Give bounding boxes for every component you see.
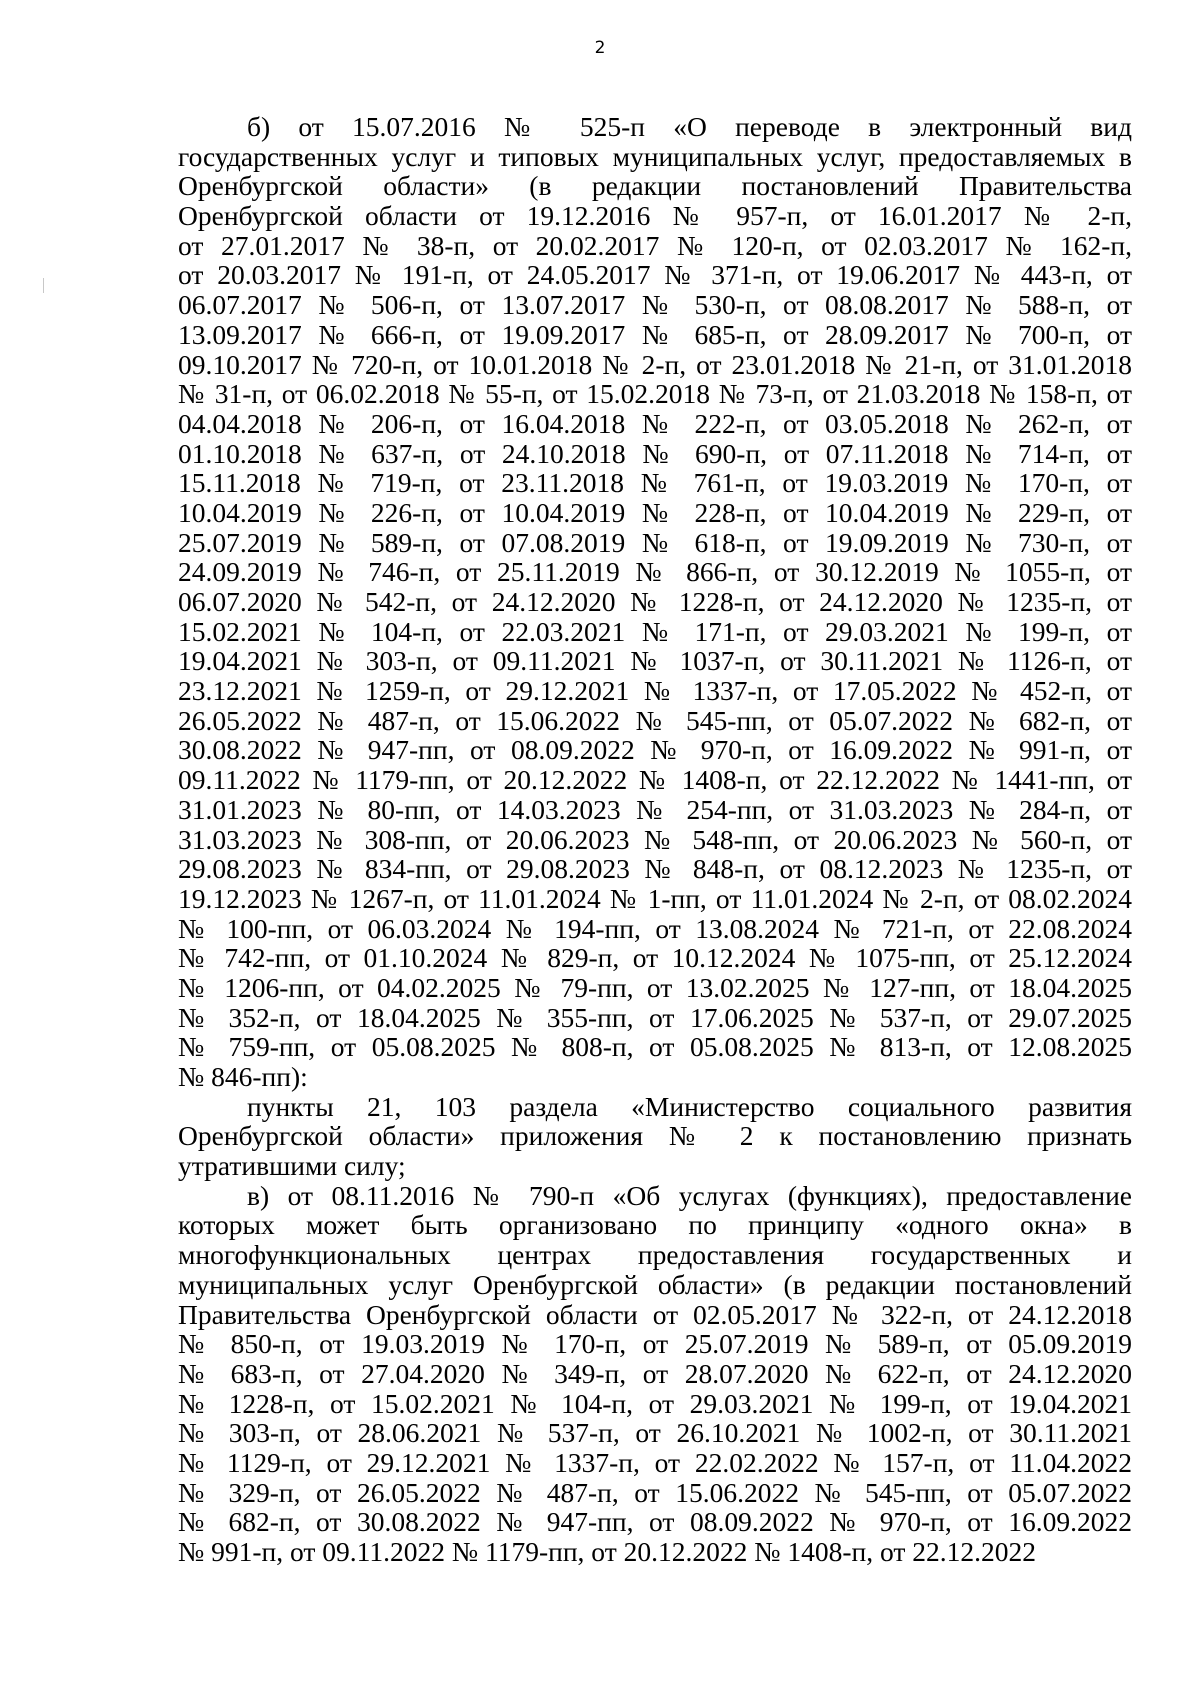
paragraph-line: 06.07.2017 № 506-п, от 13.07.2017 № 530-п, от 08.08.2017 № 588-п, от <box>178 289 1132 321</box>
paragraph-line: № 31-п, от 06.02.2018 № 55-п, от 15.02.2018 № 73-п, от 21.03.2018 № 158-п, от <box>178 378 1132 410</box>
paragraph-line: 09.11.2022 № 1179-пп, от 20.12.2022 № 1408-п, от 22.12.2022 № 1441-пп, от <box>178 764 1132 796</box>
document-body <box>178 112 1132 1567</box>
paragraph-line: № 850-п, от 19.03.2019 № 170-п, от 25.07.2019 № 589-п, от 05.09.2019 <box>178 1328 1132 1360</box>
paragraph-line: № 100-пп, от 06.03.2024 № 194-пп, от 13.08.2024 № 721-п, от 22.08.2024 <box>178 912 1132 944</box>
paragraph-line: 13.09.2017 № 666-п, от 19.09.2017 № 685-п, от 28.09.2017 № 700-п, от <box>178 318 1132 350</box>
paragraph-line: б) от 15.07.2016 № 525-п «О переводе в электронный вид <box>247 111 1132 142</box>
paragraph-p3 <box>178 1181 1132 1567</box>
paragraph-line: Правительства Оренбургской области от 02.05.2017 № 322-п, от 24.12.2018 <box>178 1298 1132 1330</box>
paragraph-line: № 991-п, от 09.11.2022 № 1179-пп, от 20.12.2022 № 1408-п, от 22.12.2022 <box>178 1536 1036 1567</box>
paragraph-line: от 20.03.2017 № 191-п, от 24.05.2017 № 371-п, от 19.06.2017 № 443-п, от <box>178 259 1132 291</box>
paragraph-line: 19.12.2023 № 1267-п, от 11.01.2024 № 1-пп, от 11.01.2024 № 2-п, от 08.02.2024 <box>178 882 1132 914</box>
paragraph-line: 24.09.2019 № 746-п, от 25.11.2019 № 866-п, от 30.12.2019 № 1055-п, от <box>178 556 1132 588</box>
paragraph-line: 30.08.2022 № 947-пп, от 08.09.2022 № 970-п, от 16.09.2022 № 991-п, от <box>178 734 1132 766</box>
paragraph-line: 31.01.2023 № 80-пп, от 14.03.2023 № 254-пп, от 31.03.2023 № 284-п, от <box>178 793 1132 825</box>
page-number: 2 <box>594 38 606 58</box>
paragraph-line: № 352-п, от 18.04.2025 № 355-пп, от 17.06.2025 № 537-п, от 29.07.2025 <box>178 1001 1132 1033</box>
paragraph-line: 15.11.2018 № 719-п, от 23.11.2018 № 761-п, от 19.03.2019 № 170-п, от <box>178 467 1132 499</box>
paragraph-line: 25.07.2019 № 589-п, от 07.08.2019 № 618-п, от 19.09.2019 № 730-п, от <box>178 526 1132 558</box>
paragraph-line: 19.04.2021 № 303-п, от 09.11.2021 № 1037-п, от 30.11.2021 № 1126-п, от <box>178 645 1132 677</box>
paragraph-line: государственных услуг и типовых муниципальных услуг, предоставляемых в <box>178 140 1132 172</box>
paragraph-line: № 683-п, от 27.04.2020 № 349-п, от 28.07.2020 № 622-п, от 24.12.2020 <box>178 1357 1132 1389</box>
paragraph-line: 06.07.2020 № 542-п, от 24.12.2020 № 1228-п, от 24.12.2020 № 1235-п, от <box>178 586 1132 617</box>
paragraph-line: муниципальных услуг Оренбургской области» (в редакции постановлений <box>178 1268 1132 1300</box>
paragraph-line: пункты 21, 103 раздела «Министерство социального развития <box>247 1090 1132 1122</box>
paragraph-line: Оренбургской области» приложения № 2 к постановлению признать <box>178 1120 1132 1152</box>
paragraph-line: 09.10.2017 № 720-п, от 10.01.2018 № 2-п, от 23.01.2018 № 21-п, от 31.01.2018 <box>178 348 1132 380</box>
paragraph-line: № 682-п, от 30.08.2022 № 947-пп, от 08.09.2022 № 970-п, от 16.09.2022 <box>178 1506 1132 1538</box>
paragraph-line: № 1129-п, от 29.12.2021 № 1337-п, от 22.02.2022 № 157-п, от 11.04.2022 <box>178 1446 1132 1478</box>
paragraph-line: 04.04.2018 № 206-п, от 16.04.2018 № 222-п, от 03.05.2018 № 262-п, от <box>178 407 1132 439</box>
paragraph-line: 01.10.2018 № 637-п, от 24.10.2018 № 690-п, от 07.11.2018 № 714-п, от <box>178 437 1132 469</box>
paragraph-p2 <box>178 1092 1132 1181</box>
paragraph-line: № 1228-п, от 15.02.2021 № 104-п, от 29.03.2021 № 199-п, от 19.04.2021 <box>178 1387 1132 1419</box>
paragraph-line: Оренбургской области от 19.12.2016 № 957-п, от 16.01.2017 № 2-п, <box>178 200 1132 232</box>
paragraph-line: 23.12.2021 № 1259-п, от 29.12.2021 № 1337-п, от 17.05.2022 № 452-п, от <box>178 675 1132 707</box>
paragraph-line: № 742-пп, от 01.10.2024 № 829-п, от 10.12.2024 № 1075-пп, от 25.12.2024 <box>178 942 1132 974</box>
paragraph-line: № 329-п, от 26.05.2022 № 487-п, от 15.06.2022 № 545-пп, от 05.07.2022 <box>178 1476 1132 1508</box>
paragraph-line: № 303-п, от 28.06.2021 № 537-п, от 26.10.2021 № 1002-п, от 30.11.2021 <box>178 1417 1132 1449</box>
paragraph-line: утратившими силу; <box>178 1150 406 1182</box>
paragraph-line: 15.02.2021 № 104-п, от 22.03.2021 № 171-п, от 29.03.2021 № 199-п, от <box>178 615 1132 647</box>
paragraph-line: 10.04.2019 № 226-п, от 10.04.2019 № 228-п, от 10.04.2019 № 229-п, от <box>178 496 1132 528</box>
paragraph-line: 26.05.2022 № 487-п, от 15.06.2022 № 545-пп, от 05.07.2022 № 682-п, от <box>178 704 1132 736</box>
paragraph-line: которых может быть организовано по принципу «одного окна» в <box>178 1209 1132 1241</box>
paragraph-line: от 27.01.2017 № 38-п, от 20.02.2017 № 120-п, от 02.03.2017 № 162-п, <box>178 229 1132 261</box>
paragraph-line: № 846-пп): <box>178 1061 308 1092</box>
scan-artifact-mark <box>43 278 44 293</box>
paragraph-line: Оренбургской области» (в редакции постановлений Правительства <box>178 170 1132 202</box>
paragraph-line: 31.03.2023 № 308-пп, от 20.06.2023 № 548-пп, от 20.06.2023 № 560-п, от <box>178 823 1132 855</box>
paragraph-line: № 759-пп, от 05.08.2025 № 808-п, от 05.08.2025 № 813-п, от 12.08.2025 <box>178 1031 1132 1063</box>
paragraph-line: многофункциональных центрах предоставления государственных и <box>178 1239 1132 1271</box>
paragraph-line: в) от 08.11.2016 № 790-п «Об услугах (функциях), предоставление <box>247 1179 1132 1211</box>
paragraph-line: № 1206-пп, от 04.02.2025 № 79-пп, от 13.02.2025 № 127-пп, от 18.04.2025 <box>178 971 1132 1003</box>
paragraph-p1 <box>178 112 1132 1092</box>
paragraph-line: 29.08.2023 № 834-пп, от 29.08.2023 № 848-п, от 08.12.2023 № 1235-п, от <box>178 853 1132 885</box>
